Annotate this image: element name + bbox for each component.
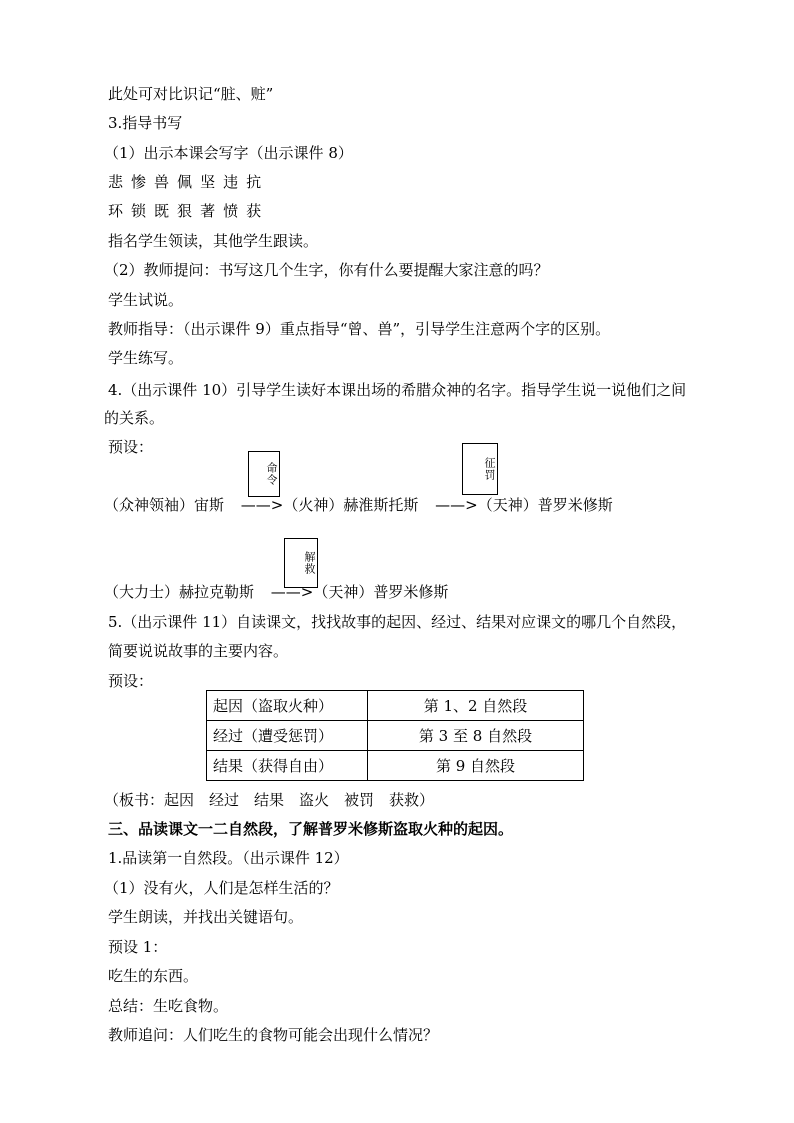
section-heading: 三、品读课文一二自然段，了解普罗米修斯盗取火种的起因。: [108, 820, 514, 838]
board-summary: （板书：起因 经过 结果 盗火 被罚 获救）: [104, 791, 435, 809]
relation-label-box: 命令: [248, 451, 280, 497]
text-line: 简要说说故事的主要内容。: [108, 642, 289, 660]
text-line: 吃生的东西。: [108, 967, 199, 985]
text-line: 学生朗读，并找出关键语句。: [108, 908, 304, 926]
table-cell: 第 3 至 8 自然段: [368, 721, 584, 751]
god-name: （众神领袖）宙斯: [104, 496, 225, 514]
arrow-icon: ——>: [435, 496, 478, 514]
table-cell: 结果（获得自由）: [207, 751, 368, 781]
table-row: [207, 751, 584, 781]
god-name: （天神）普罗米修斯: [477, 496, 613, 514]
character: 既: [154, 202, 170, 220]
table-cell: 起因（盗取火种）: [207, 691, 368, 721]
character: 惨: [131, 173, 147, 191]
god-relation-row: [104, 582, 448, 602]
text-line: 的关系。: [104, 409, 165, 427]
table-row: [207, 721, 584, 751]
text-line: 5.（出示课件 11）自读课文，找找故事的起因、经过、结果对应课文的哪几个自然段，: [108, 613, 687, 631]
text-line: （1）出示本课会写字（出示课件 8）: [104, 144, 353, 162]
character: 抗: [246, 173, 262, 191]
relation-label-box: 征罚: [462, 443, 498, 495]
character-row: [108, 172, 269, 192]
god-name: （火神）赫淮斯托斯: [283, 496, 419, 514]
arrow-icon: ——>: [270, 583, 314, 601]
text-line: （1）没有火，人们是怎样生活的？: [104, 879, 339, 897]
section-heading: 3.指导书写: [108, 114, 183, 132]
text-line: 教师追问：人们吃生的食物可能会出现什么情况？: [108, 1026, 439, 1044]
text-line: 总结：生吃食物。: [108, 997, 229, 1015]
character: 兽: [154, 173, 170, 191]
character: 获: [246, 202, 262, 220]
text-line: （2）教师提问：书写这几个生字，你有什么要提醒大家注意的吗？: [104, 261, 549, 279]
text-line: 指名学生领读，其他学生跟读。: [108, 232, 319, 250]
arrow-icon: ——>: [240, 496, 284, 514]
character: 狠: [177, 202, 193, 220]
god-name: （天神）普罗米修斯: [313, 583, 449, 601]
god-relation-row: [104, 495, 613, 515]
character: 坚: [200, 173, 216, 191]
text-line: 教师指导：（出示课件 9）重点指导“曾、兽”，引导学生注意两个字的区别。: [108, 320, 611, 338]
character: 佩: [177, 173, 193, 191]
character-row: [108, 201, 269, 221]
character: 悲: [108, 173, 124, 191]
text-line: 1.品读第一自然段。（出示课件 12）: [108, 849, 349, 867]
character: 愤: [223, 202, 239, 220]
relation-label-box: 解救: [284, 538, 318, 588]
text-line: 4.（出示课件 10）引导学生读好本课出场的希腊众神的名字。指导学生说一说他们之间: [108, 381, 687, 399]
story-structure-table: [206, 690, 584, 781]
table-cell: 第 9 自然段: [368, 751, 584, 781]
text-line: 预设：: [108, 438, 154, 456]
text-line: 学生试说。: [108, 291, 184, 309]
text-line: 预设 1：: [108, 938, 168, 956]
character: 环: [108, 202, 124, 220]
god-name: （大力士）赫拉克勒斯: [104, 583, 255, 601]
text-line: 学生练写。: [108, 349, 184, 367]
character: 著: [200, 202, 216, 220]
text-line: 此处可对比识记“脏、赃”: [108, 85, 274, 103]
character: 违: [223, 173, 239, 191]
character: 锁: [131, 202, 147, 220]
text-line: 预设：: [108, 672, 154, 690]
table-row: [207, 691, 584, 721]
table-cell: 经过（遭受惩罚）: [207, 721, 368, 751]
table-cell: 第 1、2 自然段: [368, 691, 584, 721]
